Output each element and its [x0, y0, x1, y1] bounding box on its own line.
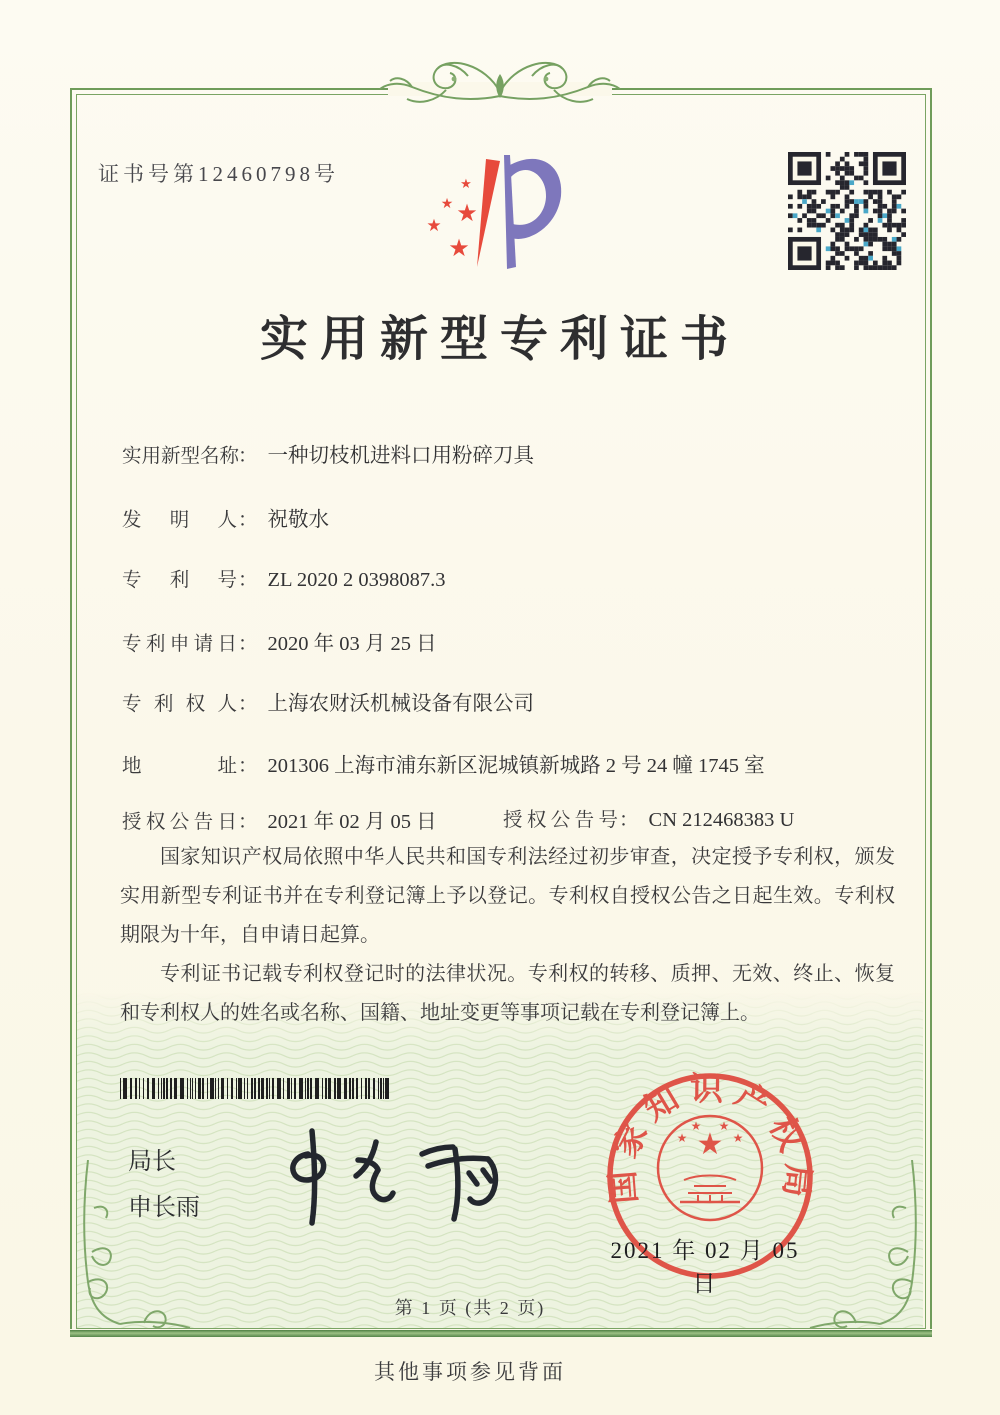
seal-ring-text: 国家知识产权局 [604, 1071, 816, 1208]
seal-date: 2021 年 02 月 05 日 [610, 1238, 800, 1296]
svg-text:★: ★ [448, 234, 470, 262]
logo-red-wedge [477, 159, 500, 267]
barcode [120, 1078, 392, 1099]
bottom-thick-rule [70, 1329, 932, 1337]
field-label: 专利号 [122, 570, 237, 591]
field-address: 地址： 201306 上海市浦东新区泥城镇新城路 2 号 24 幢 1745 室 [122, 748, 765, 778]
logo-p-bowl [508, 159, 561, 239]
director-block [128, 1150, 200, 1220]
cnipa-logo [424, 146, 574, 278]
field-label: 实用新型名称 [122, 446, 240, 467]
field-grant-number: 授权公告号： CN 212468383 U [503, 804, 794, 832]
field-label: 专利申请日 [122, 634, 237, 655]
field-value: CN 212468383 U [648, 809, 795, 831]
legal-text [120, 838, 895, 1033]
field-value: 201306 上海市浦东新区泥城镇新城路 2 号 24 幢 1745 室 [267, 755, 765, 777]
field-value: 2021 年 02 月 05 日 [267, 811, 437, 833]
svg-text:★: ★ [690, 1119, 702, 1133]
field-value: 2020 年 03 月 25 日 [267, 633, 437, 655]
seal-emblem [658, 1116, 762, 1220]
field-value: 一种切枝机进料口用粉碎刀具 [267, 445, 535, 467]
field-patentee: 专利权人： 上海农财沃机械设备有限公司 [122, 686, 534, 716]
certificate-number: 证书号第12460798号 [98, 162, 339, 186]
svg-text:★: ★ [676, 1131, 688, 1145]
svg-text:★: ★ [426, 216, 442, 236]
director-signature [272, 1118, 522, 1236]
field-utility-model-name: 实用新型名称： 一种切枝机进料口用粉碎刀具 [122, 438, 534, 468]
svg-text:★: ★ [456, 199, 478, 227]
field-label: 专利权人 [122, 694, 237, 715]
page-number: 第 1 页 (共 2 页) [394, 1298, 546, 1318]
svg-text:★: ★ [460, 177, 472, 192]
svg-text:★: ★ [440, 196, 454, 212]
field-patent-number: 专利号： ZL 2020 2 0398087.3 [122, 564, 446, 592]
svg-text:★: ★ [696, 1127, 724, 1162]
field-label: 授权公告日 [122, 812, 237, 833]
qr-code [788, 152, 906, 270]
field-value: 上海农财沃机械设备有限公司 [267, 693, 535, 715]
field-label: 地址 [122, 756, 237, 777]
field-value: 祝敬水 [267, 509, 330, 531]
svg-text:★: ★ [732, 1131, 744, 1145]
field-value: ZL 2020 2 0398087.3 [267, 569, 446, 591]
legal-paragraph-2: 专利证书记载专利权登记时的法律状况。专利权的转移、质押、无效、终止、恢复和专利权人的姓名或名称、国籍、地址变更等事项记载在专利登记簿上。 [120, 963, 895, 1024]
legal-paragraph-1: 国家知识产权局依照中华人民共和国专利法经过初步审查，决定授予专利权，颁发实用新型专利证书并在专利登记簿上予以登记。专利权自授权公告之日起生效。专利权期限为十年，自申请日起算。 [120, 846, 895, 946]
back-side-note: 其他事项参见背面 [374, 1360, 566, 1384]
field-label: 授权公告号 [503, 810, 618, 831]
logo-stars [426, 177, 477, 262]
field-grant-date: 授权公告日： 2021 年 02 月 05 日 [122, 804, 437, 834]
svg-text:★: ★ [718, 1119, 730, 1133]
field-label: 发明人 [122, 510, 237, 531]
director-name: 申长雨 [128, 1194, 200, 1221]
director-title: 局长 [128, 1148, 176, 1175]
field-filing-date: 专利申请日： 2020 年 03 月 25 日 [122, 626, 437, 656]
field-inventor: 发明人： 祝敬水 [122, 502, 329, 532]
certificate-title: 实用新型专利证书 [259, 313, 740, 366]
top-scroll-ornament [350, 52, 650, 118]
